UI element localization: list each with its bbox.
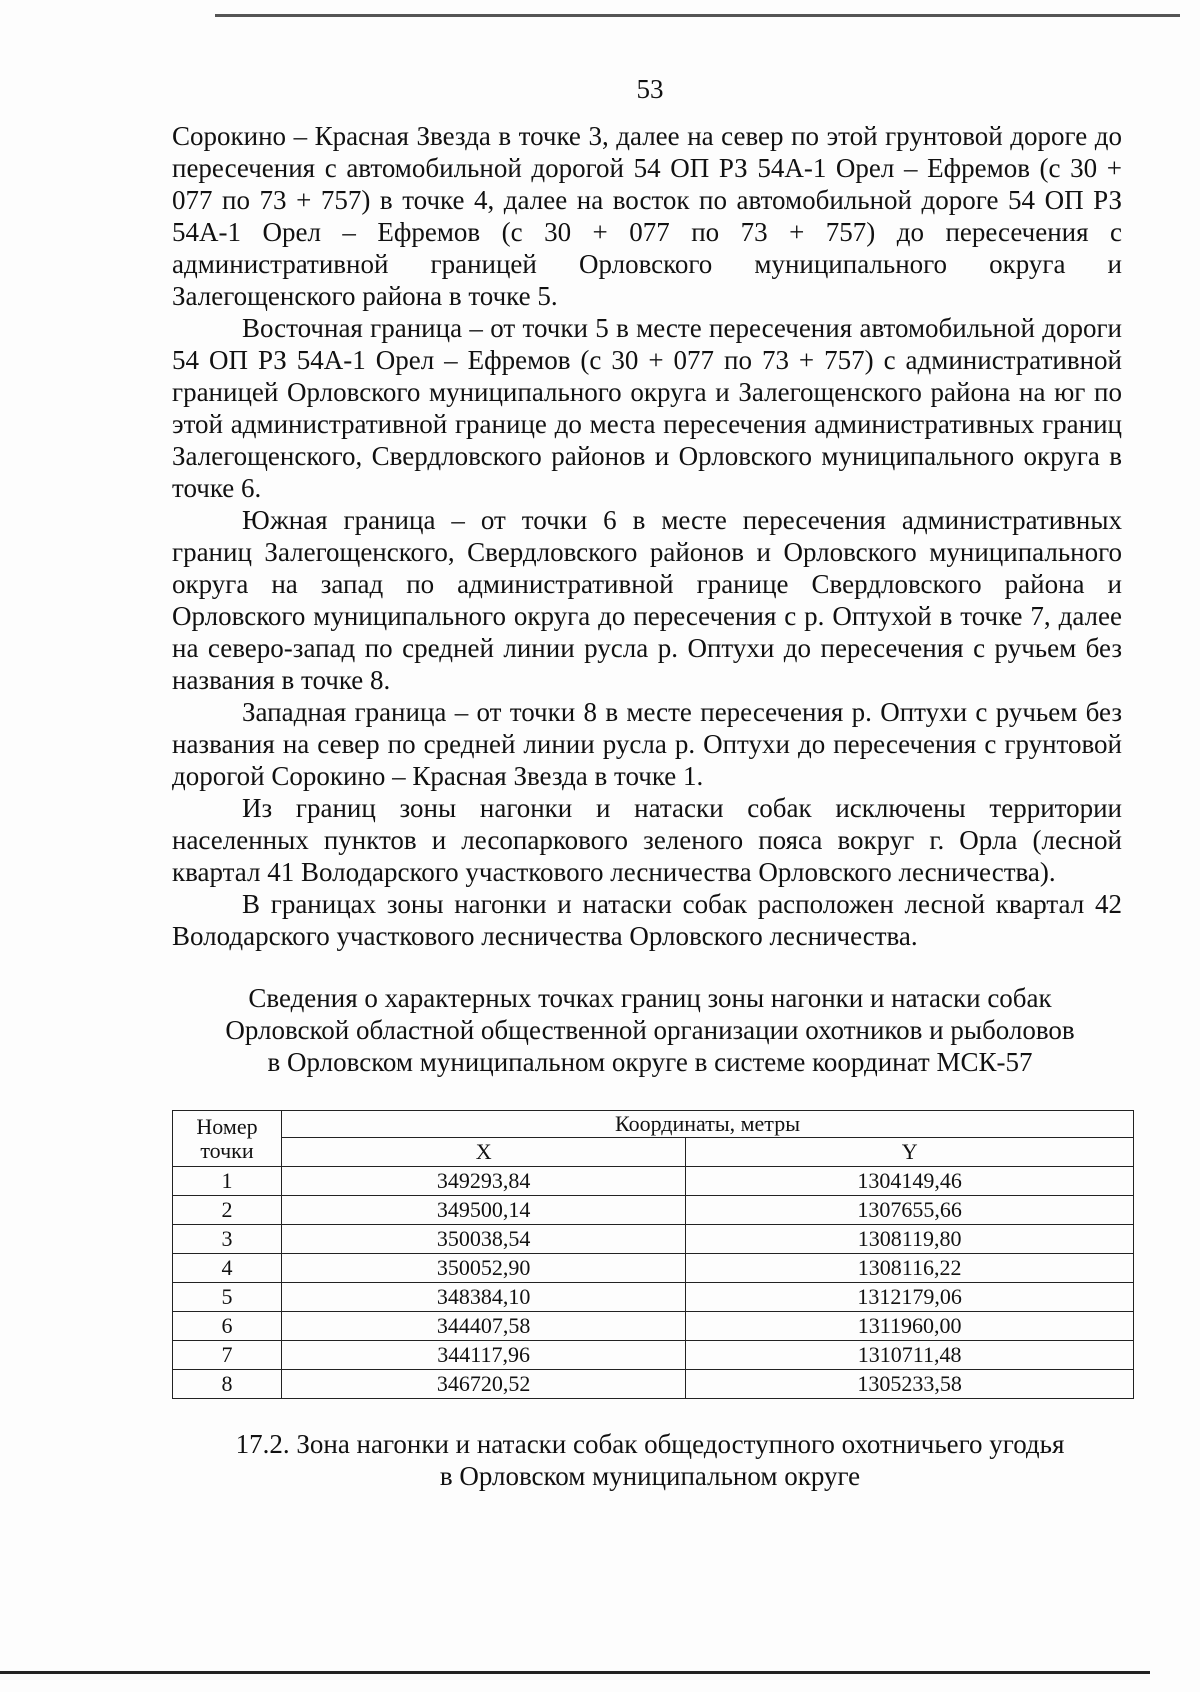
cell-y: 1307655,66 — [686, 1196, 1134, 1225]
table-header-row — [173, 1111, 1134, 1138]
table-row — [173, 1167, 1134, 1196]
paragraph-continuation: Сорокино – Красная Звезда в точке 3, далее на север по этой грунтовой дороге до пересечения с автомобильной дорогой 54 ОП РЗ 54А-1 Орел – Ефремов (с 30 + 077 по 73 + 757) в точке 4, далее на восток по автомобильной дороге 54 ОП РЗ 54А-1 Орел – Ефремов (с 30 + 077 по 73 + 757) до пересечения с административной границей Орловского муниципального округа и Залегощенского района в точке 5. — [172, 121, 1122, 311]
paragraph-south-border: Южная граница – от точки 6 в месте пересечения административных границ Залегощенского, Свердловского районов и Орловского муниципального округа на запад по административной границе Свердловского района и Орловского муниципального округа до пересечения с р. Оптухой в точке 7, далее на северо-запад по средней линии русла р. Оптухи до пересечения с ручьем без названия в точке 8. — [172, 505, 1122, 695]
table-row — [173, 1312, 1134, 1341]
cell-x: 348384,10 — [282, 1283, 686, 1312]
cell-point-number: 1 — [173, 1167, 282, 1196]
header-point-line: точки — [200, 1137, 254, 1163]
header-point-number — [173, 1111, 282, 1167]
header-point-line: Номер — [196, 1113, 258, 1139]
cell-point-number: 7 — [173, 1341, 282, 1370]
body-text — [172, 120, 1122, 952]
cell-x: 350052,90 — [282, 1254, 686, 1283]
paragraph-east-border: Восточная граница – от точки 5 в месте пересечения автомобильной дороги 54 ОП РЗ 54А-1 Орел – Ефремов (с 30 + 077 по 73 + 757) с административной границей Орловского муниципального округа и Залегощенского района на юг по этой административной границе до места пересечения административных границ Залегощенского, Свердловского районов и Орловского муниципального округа в точке 6. — [172, 313, 1122, 503]
cell-x: 344407,58 — [282, 1312, 686, 1341]
header-coordinates: Координаты, метры — [282, 1111, 1134, 1138]
section-heading — [150, 1428, 1150, 1492]
scan-border-top — [215, 14, 1180, 17]
cell-x: 344117,96 — [282, 1341, 686, 1370]
cell-x: 346720,52 — [282, 1370, 686, 1399]
cell-y: 1305233,58 — [686, 1370, 1134, 1399]
cell-y: 1308116,22 — [686, 1254, 1134, 1283]
table-caption-line: Сведения о характерных точках границ зоны нагонки и натаски собак — [248, 983, 1052, 1013]
section-heading-line: 17.2. Зона нагонки и натаски собак общедоступного охотничьего угодья — [235, 1429, 1065, 1459]
page-number: 53 — [636, 74, 664, 104]
table-row — [173, 1196, 1134, 1225]
header-x: X — [282, 1138, 686, 1167]
table-subheader-row — [173, 1138, 1134, 1167]
table-row — [173, 1283, 1134, 1312]
cell-point-number: 6 — [173, 1312, 282, 1341]
paragraph-west-border: Западная граница – от точки 8 в месте пересечения р. Оптухи с ручьем без названия на север по средней линии русла р. Оптухи до пересечения с грунтовой дорогой Сорокино – Красная Звезда в точке 1. — [172, 697, 1122, 791]
cell-point-number: 2 — [173, 1196, 282, 1225]
table-row — [173, 1341, 1134, 1370]
cell-y: 1310711,48 — [686, 1341, 1134, 1370]
header-y: Y — [686, 1138, 1134, 1167]
coordinates-table — [172, 1110, 1134, 1399]
table-caption-line: Орловской областной общественной организации охотников и рыболовов — [225, 1015, 1075, 1045]
table-row — [173, 1370, 1134, 1399]
table-caption-line: в Орловском муниципальном округе в системе координат МСК-57 — [267, 1047, 1033, 1077]
table-body — [173, 1167, 1134, 1399]
cell-y: 1308119,80 — [686, 1225, 1134, 1254]
table-row — [173, 1254, 1134, 1283]
cell-point-number: 8 — [173, 1370, 282, 1399]
section-heading-line: в Орловском муниципальном округе — [439, 1461, 861, 1491]
cell-y: 1304149,46 — [686, 1167, 1134, 1196]
cell-point-number: 4 — [173, 1254, 282, 1283]
cell-point-number: 3 — [173, 1225, 282, 1254]
paragraph-forest-quarter: В границах зоны нагонки и натаски собак расположен лесной квартал 42 Володарского участкового лесничества Орловского лесничества. — [172, 889, 1122, 951]
table-row — [173, 1225, 1134, 1254]
paragraph-excluded-territories: Из границ зоны нагонки и натаски собак исключены территории населенных пунктов и лесопаркового зеленого пояса вокруг г. Орла (лесной квартал 41 Володарского участкового лесничества Орловского лесничества). — [172, 793, 1122, 887]
cell-x: 349293,84 — [282, 1167, 686, 1196]
scan-border-bottom — [0, 1671, 1150, 1674]
cell-x: 349500,14 — [282, 1196, 686, 1225]
cell-x: 350038,54 — [282, 1225, 686, 1254]
table-caption — [150, 982, 1150, 1078]
cell-point-number: 5 — [173, 1283, 282, 1312]
cell-y: 1312179,06 — [686, 1283, 1134, 1312]
cell-y: 1311960,00 — [686, 1312, 1134, 1341]
